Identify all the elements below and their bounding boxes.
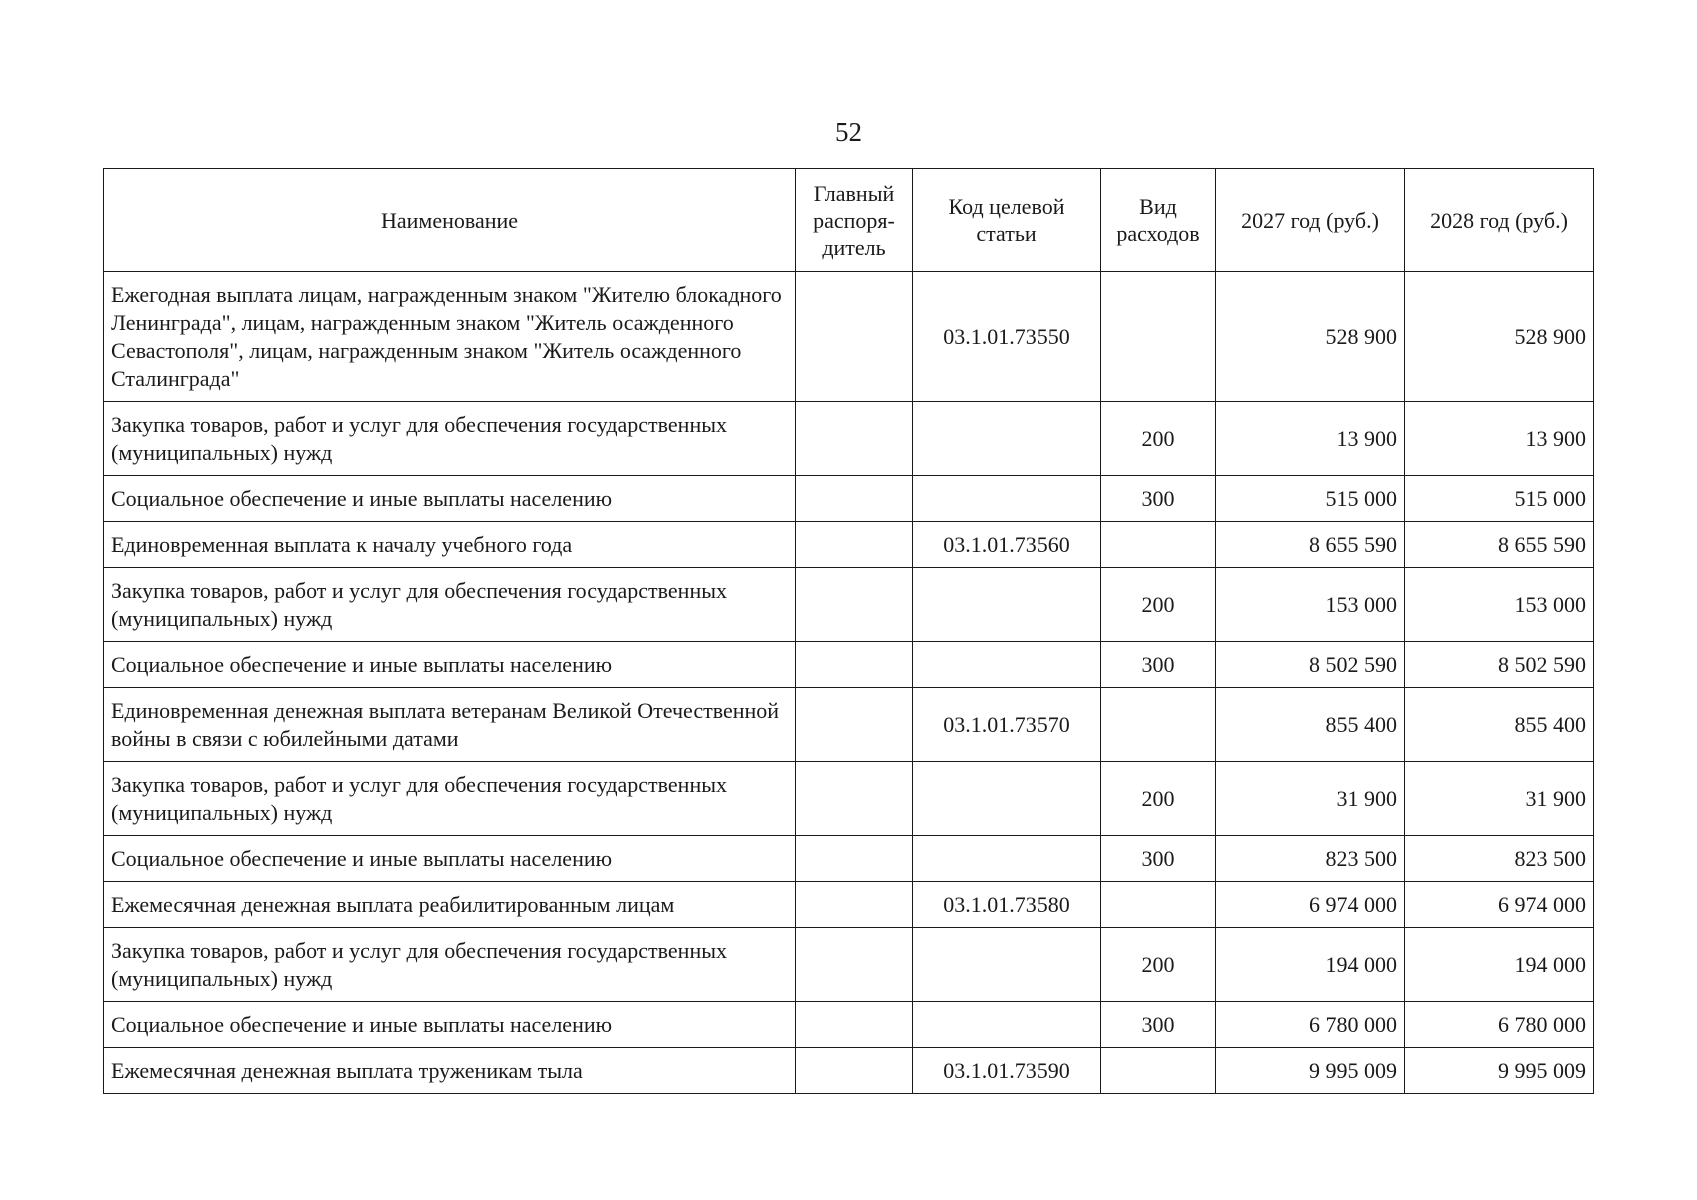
cell-2028: 153 000 [1405, 568, 1594, 642]
cell-grbs [796, 836, 913, 882]
budget-table [103, 168, 1594, 1094]
cell-2028: 9 995 009 [1405, 1048, 1594, 1094]
cell-name: Ежемесячная денежная выплата труженикам тыла [104, 1048, 796, 1094]
cell-kind [1101, 272, 1216, 402]
cell-code [913, 836, 1101, 882]
table-row [104, 476, 1594, 522]
cell-kind: 300 [1101, 642, 1216, 688]
table-row [104, 1002, 1594, 1048]
table-row [104, 836, 1594, 882]
cell-2027: 6 780 000 [1216, 1002, 1405, 1048]
cell-name: Закупка товаров, работ и услуг для обеспечения государственных (муниципальных) нужд [104, 402, 796, 476]
cell-kind [1101, 1048, 1216, 1094]
table-row [104, 762, 1594, 836]
cell-grbs [796, 568, 913, 642]
cell-name: Закупка товаров, работ и услуг для обеспечения государственных (муниципальных) нужд [104, 568, 796, 642]
table-row [104, 882, 1594, 928]
cell-kind [1101, 688, 1216, 762]
cell-2027: 6 974 000 [1216, 882, 1405, 928]
cell-2027: 31 900 [1216, 762, 1405, 836]
cell-code [913, 402, 1101, 476]
cell-code [913, 642, 1101, 688]
header-2027: 2027 год (руб.) [1216, 169, 1405, 272]
table-row [104, 402, 1594, 476]
cell-2028: 528 900 [1405, 272, 1594, 402]
cell-code: 03.1.01.73590 [913, 1048, 1101, 1094]
cell-grbs [796, 476, 913, 522]
cell-grbs [796, 402, 913, 476]
cell-code [913, 928, 1101, 1002]
cell-code: 03.1.01.73580 [913, 882, 1101, 928]
cell-2028: 855 400 [1405, 688, 1594, 762]
cell-kind [1101, 522, 1216, 568]
table-row [104, 272, 1594, 402]
cell-name: Социальное обеспечение и иные выплаты населению [104, 1002, 796, 1048]
cell-kind: 200 [1101, 762, 1216, 836]
cell-code: 03.1.01.73560 [913, 522, 1101, 568]
cell-2028: 515 000 [1405, 476, 1594, 522]
cell-grbs [796, 928, 913, 1002]
cell-name: Закупка товаров, работ и услуг для обеспечения государственных (муниципальных) нужд [104, 928, 796, 1002]
cell-code [913, 1002, 1101, 1048]
cell-2027: 8 502 590 [1216, 642, 1405, 688]
table-row [104, 522, 1594, 568]
cell-grbs [796, 522, 913, 568]
table-header-row [104, 169, 1594, 272]
cell-2027: 153 000 [1216, 568, 1405, 642]
table-row [104, 642, 1594, 688]
cell-code [913, 762, 1101, 836]
table-row [104, 688, 1594, 762]
header-code: Код целевой статьи [913, 169, 1101, 272]
cell-2028: 8 655 590 [1405, 522, 1594, 568]
cell-kind: 200 [1101, 568, 1216, 642]
header-grbs: Главный распоря-дитель [796, 169, 913, 272]
cell-code: 03.1.01.73570 [913, 688, 1101, 762]
cell-2028: 194 000 [1405, 928, 1594, 1002]
cell-2028: 8 502 590 [1405, 642, 1594, 688]
cell-2027: 8 655 590 [1216, 522, 1405, 568]
cell-2028: 13 900 [1405, 402, 1594, 476]
cell-name: Единовременная денежная выплата ветеранам Великой Отечественной войны в связи с юбилейными датами [104, 688, 796, 762]
cell-2028: 31 900 [1405, 762, 1594, 836]
header-kind: Вид расходов [1101, 169, 1216, 272]
cell-2027: 515 000 [1216, 476, 1405, 522]
header-2028: 2028 год (руб.) [1405, 169, 1594, 272]
cell-2028: 6 780 000 [1405, 1002, 1594, 1048]
cell-2027: 9 995 009 [1216, 1048, 1405, 1094]
cell-kind: 300 [1101, 476, 1216, 522]
cell-2028: 823 500 [1405, 836, 1594, 882]
cell-2027: 194 000 [1216, 928, 1405, 1002]
cell-grbs [796, 272, 913, 402]
cell-grbs [796, 688, 913, 762]
cell-kind [1101, 882, 1216, 928]
cell-2027: 13 900 [1216, 402, 1405, 476]
cell-kind: 200 [1101, 928, 1216, 1002]
cell-grbs [796, 882, 913, 928]
cell-name: Социальное обеспечение и иные выплаты населению [104, 642, 796, 688]
cell-grbs [796, 1002, 913, 1048]
cell-grbs [796, 1048, 913, 1094]
cell-kind: 200 [1101, 402, 1216, 476]
cell-grbs [796, 642, 913, 688]
table-row [104, 928, 1594, 1002]
cell-kind: 300 [1101, 1002, 1216, 1048]
cell-kind: 300 [1101, 836, 1216, 882]
cell-name: Закупка товаров, работ и услуг для обеспечения государственных (муниципальных) нужд [104, 762, 796, 836]
cell-name: Ежемесячная денежная выплата реабилитированным лицам [104, 882, 796, 928]
cell-code: 03.1.01.73550 [913, 272, 1101, 402]
cell-name: Социальное обеспечение и иные выплаты населению [104, 476, 796, 522]
cell-2027: 528 900 [1216, 272, 1405, 402]
table-row [104, 1048, 1594, 1094]
header-name: Наименование [104, 169, 796, 272]
table-row [104, 568, 1594, 642]
cell-name: Ежегодная выплата лицам, награжденным знаком "Жителю блокадного Ленинграда", лицам, награжденным знаком "Житель осажденного Севастополя", лицам, награжденным знаком "Житель осажденного Сталинграда" [104, 272, 796, 402]
cell-2027: 855 400 [1216, 688, 1405, 762]
cell-2028: 6 974 000 [1405, 882, 1594, 928]
cell-grbs [796, 762, 913, 836]
page-number: 52 [835, 117, 862, 147]
cell-name: Единовременная выплата к началу учебного года [104, 522, 796, 568]
cell-name: Социальное обеспечение и иные выплаты населению [104, 836, 796, 882]
cell-code [913, 568, 1101, 642]
cell-code [913, 476, 1101, 522]
cell-2027: 823 500 [1216, 836, 1405, 882]
